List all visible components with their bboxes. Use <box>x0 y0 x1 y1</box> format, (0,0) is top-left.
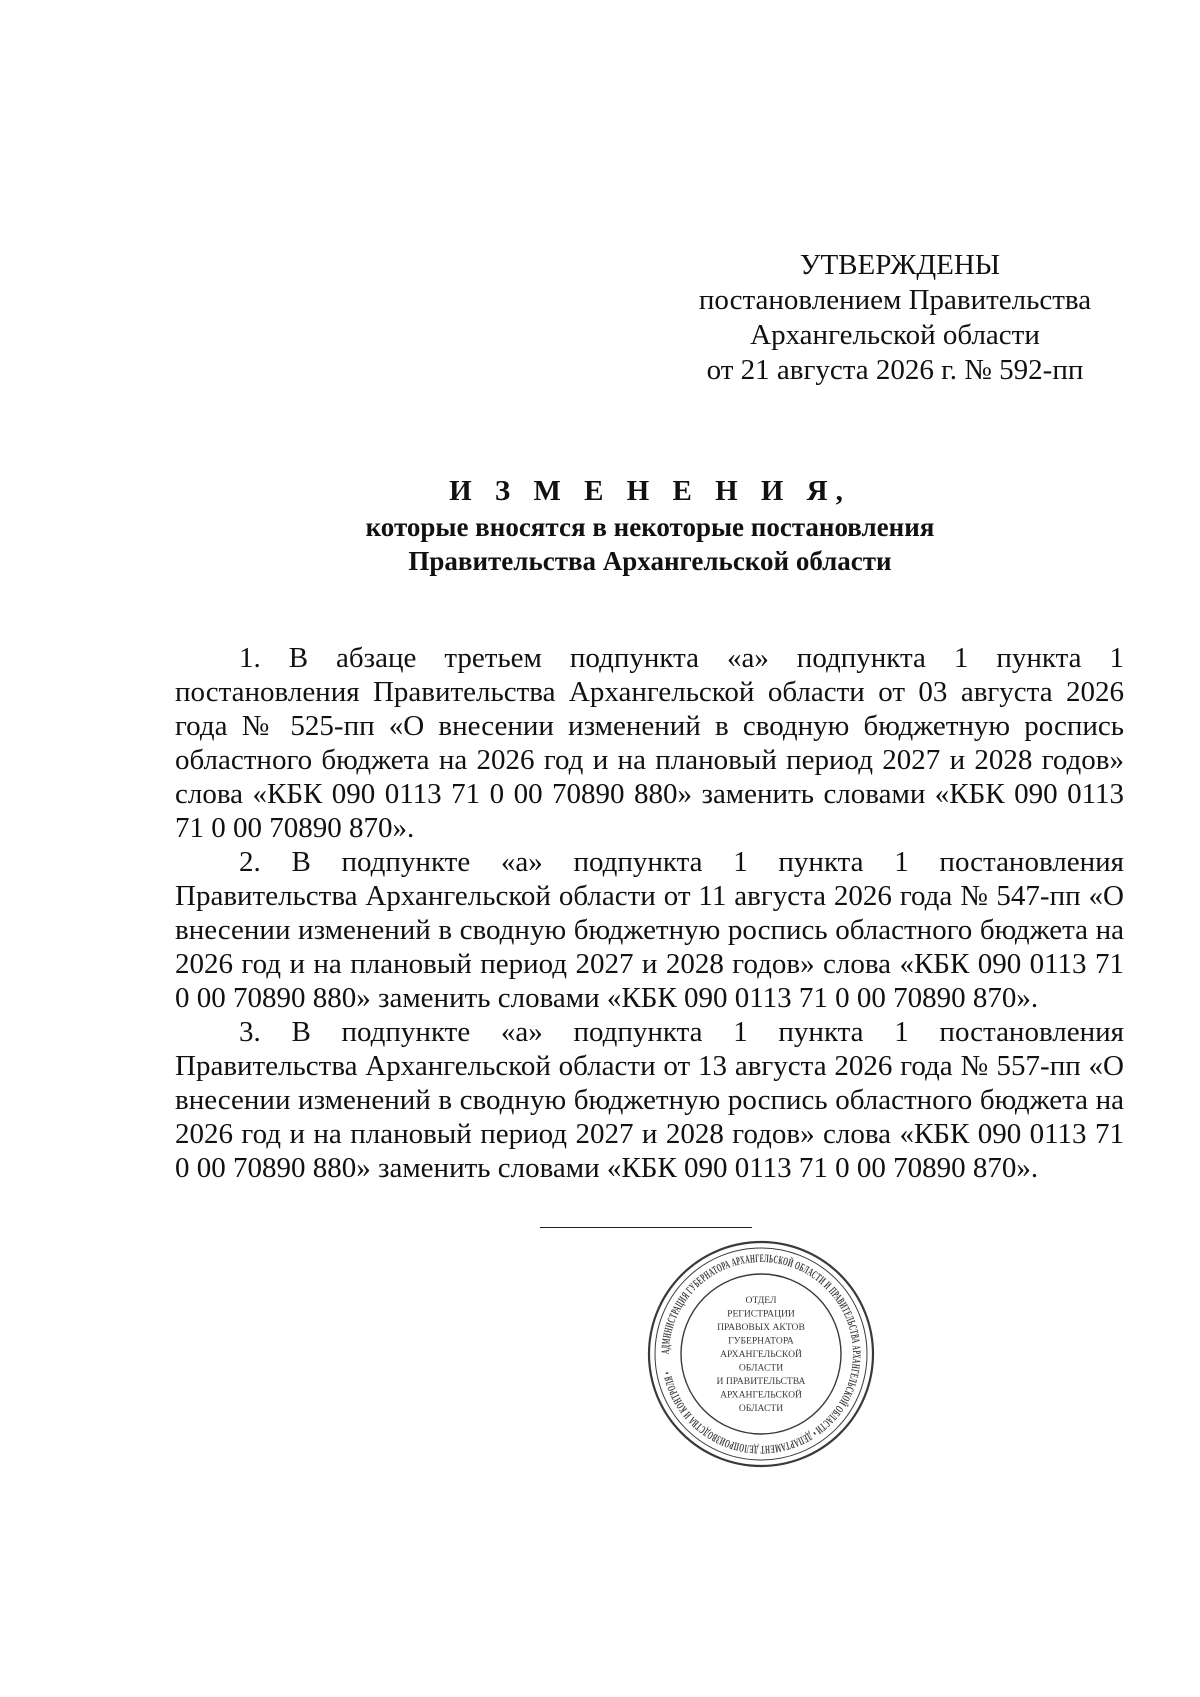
document-body <box>175 641 1124 1185</box>
approval-line-3: от 21 августа 2026 г. № 592-пп <box>706 354 1084 386</box>
approval-line-2: Архангельской области <box>750 319 1040 351</box>
stamp-center-line: ПРАВОВЫХ АКТОВ <box>717 1322 805 1333</box>
stamp-center-line: ОТДЕЛ <box>745 1295 777 1306</box>
approval-block <box>660 248 1130 388</box>
heading-subtitle-2: Правительства Архангельской области <box>408 546 892 576</box>
stamp-center-line: ГУБЕРНАТОРА <box>728 1335 794 1347</box>
stamp-center-line: РЕГИСТРАЦИИ <box>727 1308 795 1320</box>
stamp-center-line: АРХАНГЕЛЬСКОЙ <box>720 1349 802 1360</box>
stamp-center-line: ОБЛАСТИ <box>738 1362 784 1374</box>
official-stamp <box>645 1238 877 1470</box>
amendment-item-3: 3. В подпункте «а» подпункта 1 пункта 1 постановления Правительства Архангельской области от 13 августа 2026 года № 557-пп «О внесении изменений в сводную бюджетную роспись областного бюджета на 2026 год и на плановый период 2027 и 2028 годов» слова «КБК 090 0113 71 0 00 70890 880» заменить словами «КБК 090 0113 71 0 00 70890 870». <box>175 1016 1124 1184</box>
stamp-ring-text: АДМИНИСТРАЦИЯ ГУБЕРНАТОРА АРХАНГЕЛЬСКОЙ ОБЛАСТИ И ПРАВИТЕЛЬСТВА АРХАНГЕЛЬСКОЙ ОБЛАСТИ • ДЕПАРТАМЕНТ ДЕЛОПРОИЗВОДСТВА И КОНТРОЛЯ • <box>659 1252 863 1456</box>
stamp-center-text <box>717 1295 806 1414</box>
stamp-seal-graphic <box>645 1238 877 1470</box>
heading-subtitle-1: которые вносятся в некоторые постановления <box>365 512 935 542</box>
amendment-item-2: 2. В подпункте «а» подпункта 1 пункта 1 постановления Правительства Архангельской области от 11 августа 2026 года № 547-пп «О внесении изменений в сводную бюджетную роспись областного бюджета на 2026 год и на плановый период 2027 и 2028 годов» слова «КБК 090 0113 71 0 00 70890 880» заменить словами «КБК 090 0113 71 0 00 70890 870». <box>175 846 1124 1014</box>
amendment-item-1: 1. В абзаце третьем подпункта «а» подпункта 1 пункта 1 постановления Правительства Архангельской области от 03 августа 2026 года № 525-пп «О внесении изменений в сводную бюджетную роспись областного бюджета на 2026 год и на плановый период 2027 и 2028 годов» слова «КБК 090 0113 71 0 00 70890 880» заменить словами «КБК 090 0113 71 0 00 70890 870». <box>175 642 1124 844</box>
signature-line <box>540 1227 752 1228</box>
document-heading <box>175 474 1125 578</box>
approval-title: УТВЕРЖДЕНЫ <box>799 249 1001 281</box>
heading-title: И З М Е Н Е Н И Я, <box>449 475 851 507</box>
stamp-center-line: И ПРАВИТЕЛЬСТВА <box>716 1376 806 1387</box>
approval-line-1: постановлением Правительства <box>698 284 1092 316</box>
stamp-center-line: АРХАНГЕЛЬСКОЙ <box>720 1389 802 1401</box>
stamp-center-line: ОБЛАСТИ <box>738 1403 784 1414</box>
